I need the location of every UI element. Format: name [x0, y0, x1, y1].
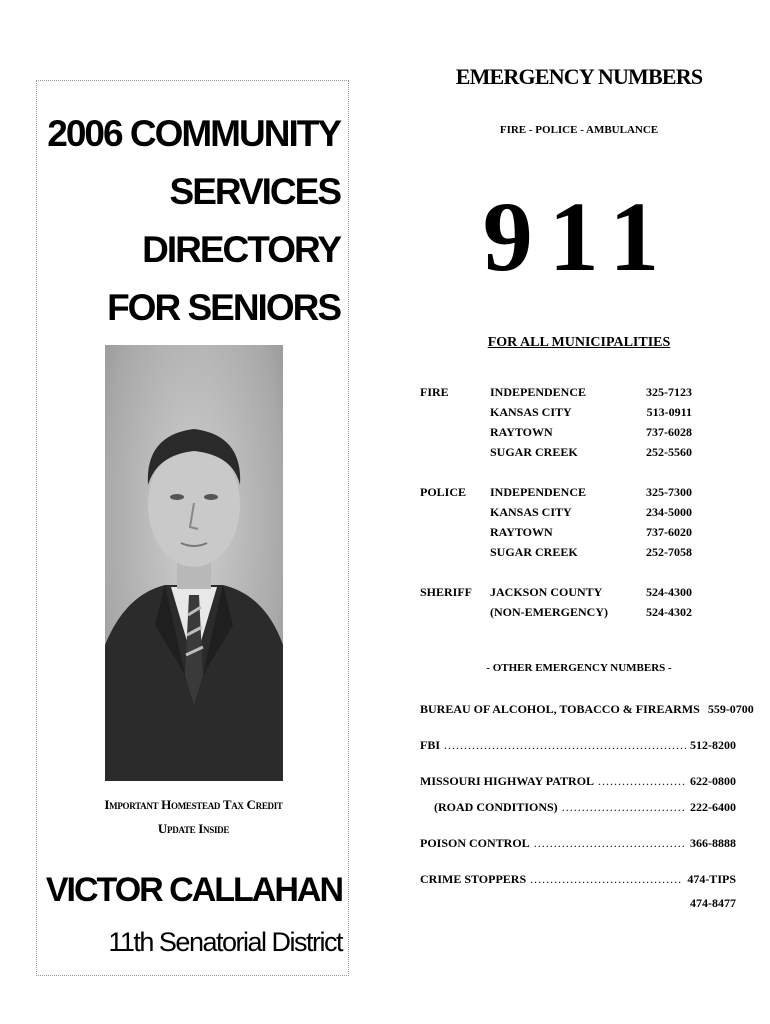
other-row	[420, 836, 736, 854]
municipality: KANSAS CITY	[490, 504, 572, 519]
phone-number: 474-TIPS	[687, 872, 736, 886]
title-line: FOR SENIORS	[107, 287, 340, 328]
municipality: INDEPENDENCE	[490, 484, 587, 499]
phone-number: 513-0911	[646, 404, 692, 419]
contact-row	[420, 582, 692, 602]
contact-row	[420, 402, 692, 422]
phone-number: 325-7300	[646, 484, 692, 499]
emergency-numbers-heading: EMERGENCY NUMBERS	[455, 64, 703, 89]
other-emergency-list	[420, 702, 754, 914]
other-row	[420, 872, 736, 890]
dot-leader	[562, 800, 686, 815]
phone-number: 524-4300	[646, 584, 692, 599]
phone-number: 622-0800	[690, 774, 736, 788]
dot-leader	[534, 836, 686, 851]
sheriff-group	[420, 582, 692, 622]
agency-name: (ROAD CONDITIONS)	[434, 800, 558, 814]
contact-row	[420, 442, 692, 462]
phone-number: 366-8888	[690, 836, 736, 850]
municipality: INDEPENDENCE	[490, 384, 587, 399]
other-emergency-heading: - OTHER EMERGENCY NUMBERS -	[486, 662, 672, 674]
homestead-notice	[37, 793, 350, 841]
phone-number: 222-6400	[690, 800, 736, 814]
phone-number: 512-8200	[690, 738, 736, 752]
notice-line: Update Inside	[157, 821, 230, 836]
department-label: POLICE	[420, 484, 467, 499]
agency-name: POISON CONTROL	[420, 836, 530, 850]
contact-row	[420, 502, 692, 522]
dot-leader	[598, 774, 686, 789]
other-row	[420, 800, 736, 818]
municipality: (NON-EMERGENCY)	[490, 604, 608, 619]
phone-number: 325-7123	[646, 384, 692, 399]
municipality: SUGAR CREEK	[490, 544, 578, 559]
dot-leader	[530, 872, 683, 887]
title-line: DIRECTORY	[142, 229, 340, 270]
agency-name: FBI	[420, 738, 441, 752]
senatorial-district: 11th Senatorial District	[108, 927, 342, 957]
contact-row	[420, 422, 692, 442]
contact-row	[420, 522, 692, 542]
agency-name: BUREAU OF ALCOHOL, TOBACCO & FIREARMS	[420, 702, 700, 716]
emergency-number-911: 911	[482, 181, 676, 292]
municipality: RAYTOWN	[490, 424, 553, 439]
notice-line: Important Homestead Tax Credit	[104, 797, 283, 812]
emergency-subheading: FIRE - POLICE - AMBULANCE	[499, 124, 659, 136]
title-line: SERVICES	[169, 171, 340, 212]
portrait-illustration	[105, 345, 283, 781]
municipalities-heading: FOR ALL MUNICIPALITIES	[487, 335, 671, 350]
phone-number: 737-6028	[646, 424, 692, 439]
fire-group	[420, 382, 692, 462]
senator-name: VICTOR CALLAHAN	[45, 871, 342, 909]
other-row	[420, 702, 754, 720]
title-line: 2006 COMMUNITY	[47, 113, 340, 154]
contact-row	[420, 482, 692, 502]
municipality: KANSAS CITY	[490, 404, 572, 419]
phone-number: 252-5560	[646, 444, 692, 459]
agency-name: CRIME STOPPERS	[420, 872, 527, 886]
agency-name: MISSOURI HIGHWAY PATROL	[420, 774, 595, 788]
document-title	[40, 105, 340, 337]
municipal-contacts	[420, 382, 692, 642]
phone-number: 559-0700	[707, 702, 754, 716]
police-group	[420, 482, 692, 562]
department-label: SHERIFF	[420, 584, 473, 599]
dot-leader	[444, 738, 686, 753]
other-row	[420, 738, 736, 756]
municipality: JACKSON COUNTY	[490, 584, 603, 599]
municipality: SUGAR CREEK	[490, 444, 578, 459]
senator-portrait-photo	[105, 345, 283, 781]
cover-panel	[36, 80, 349, 976]
phone-number: 524-4302	[646, 604, 692, 619]
phone-number: 234-5000	[646, 504, 692, 519]
phone-number: 474-8477	[690, 896, 736, 910]
municipality: RAYTOWN	[490, 524, 553, 539]
contact-row	[420, 542, 692, 562]
other-row	[420, 774, 736, 792]
department-label: FIRE	[420, 384, 449, 399]
phone-number: 737-6020	[646, 524, 692, 539]
contact-row	[420, 382, 692, 402]
phone-number: 252-7058	[646, 544, 692, 559]
contact-row	[420, 602, 692, 622]
